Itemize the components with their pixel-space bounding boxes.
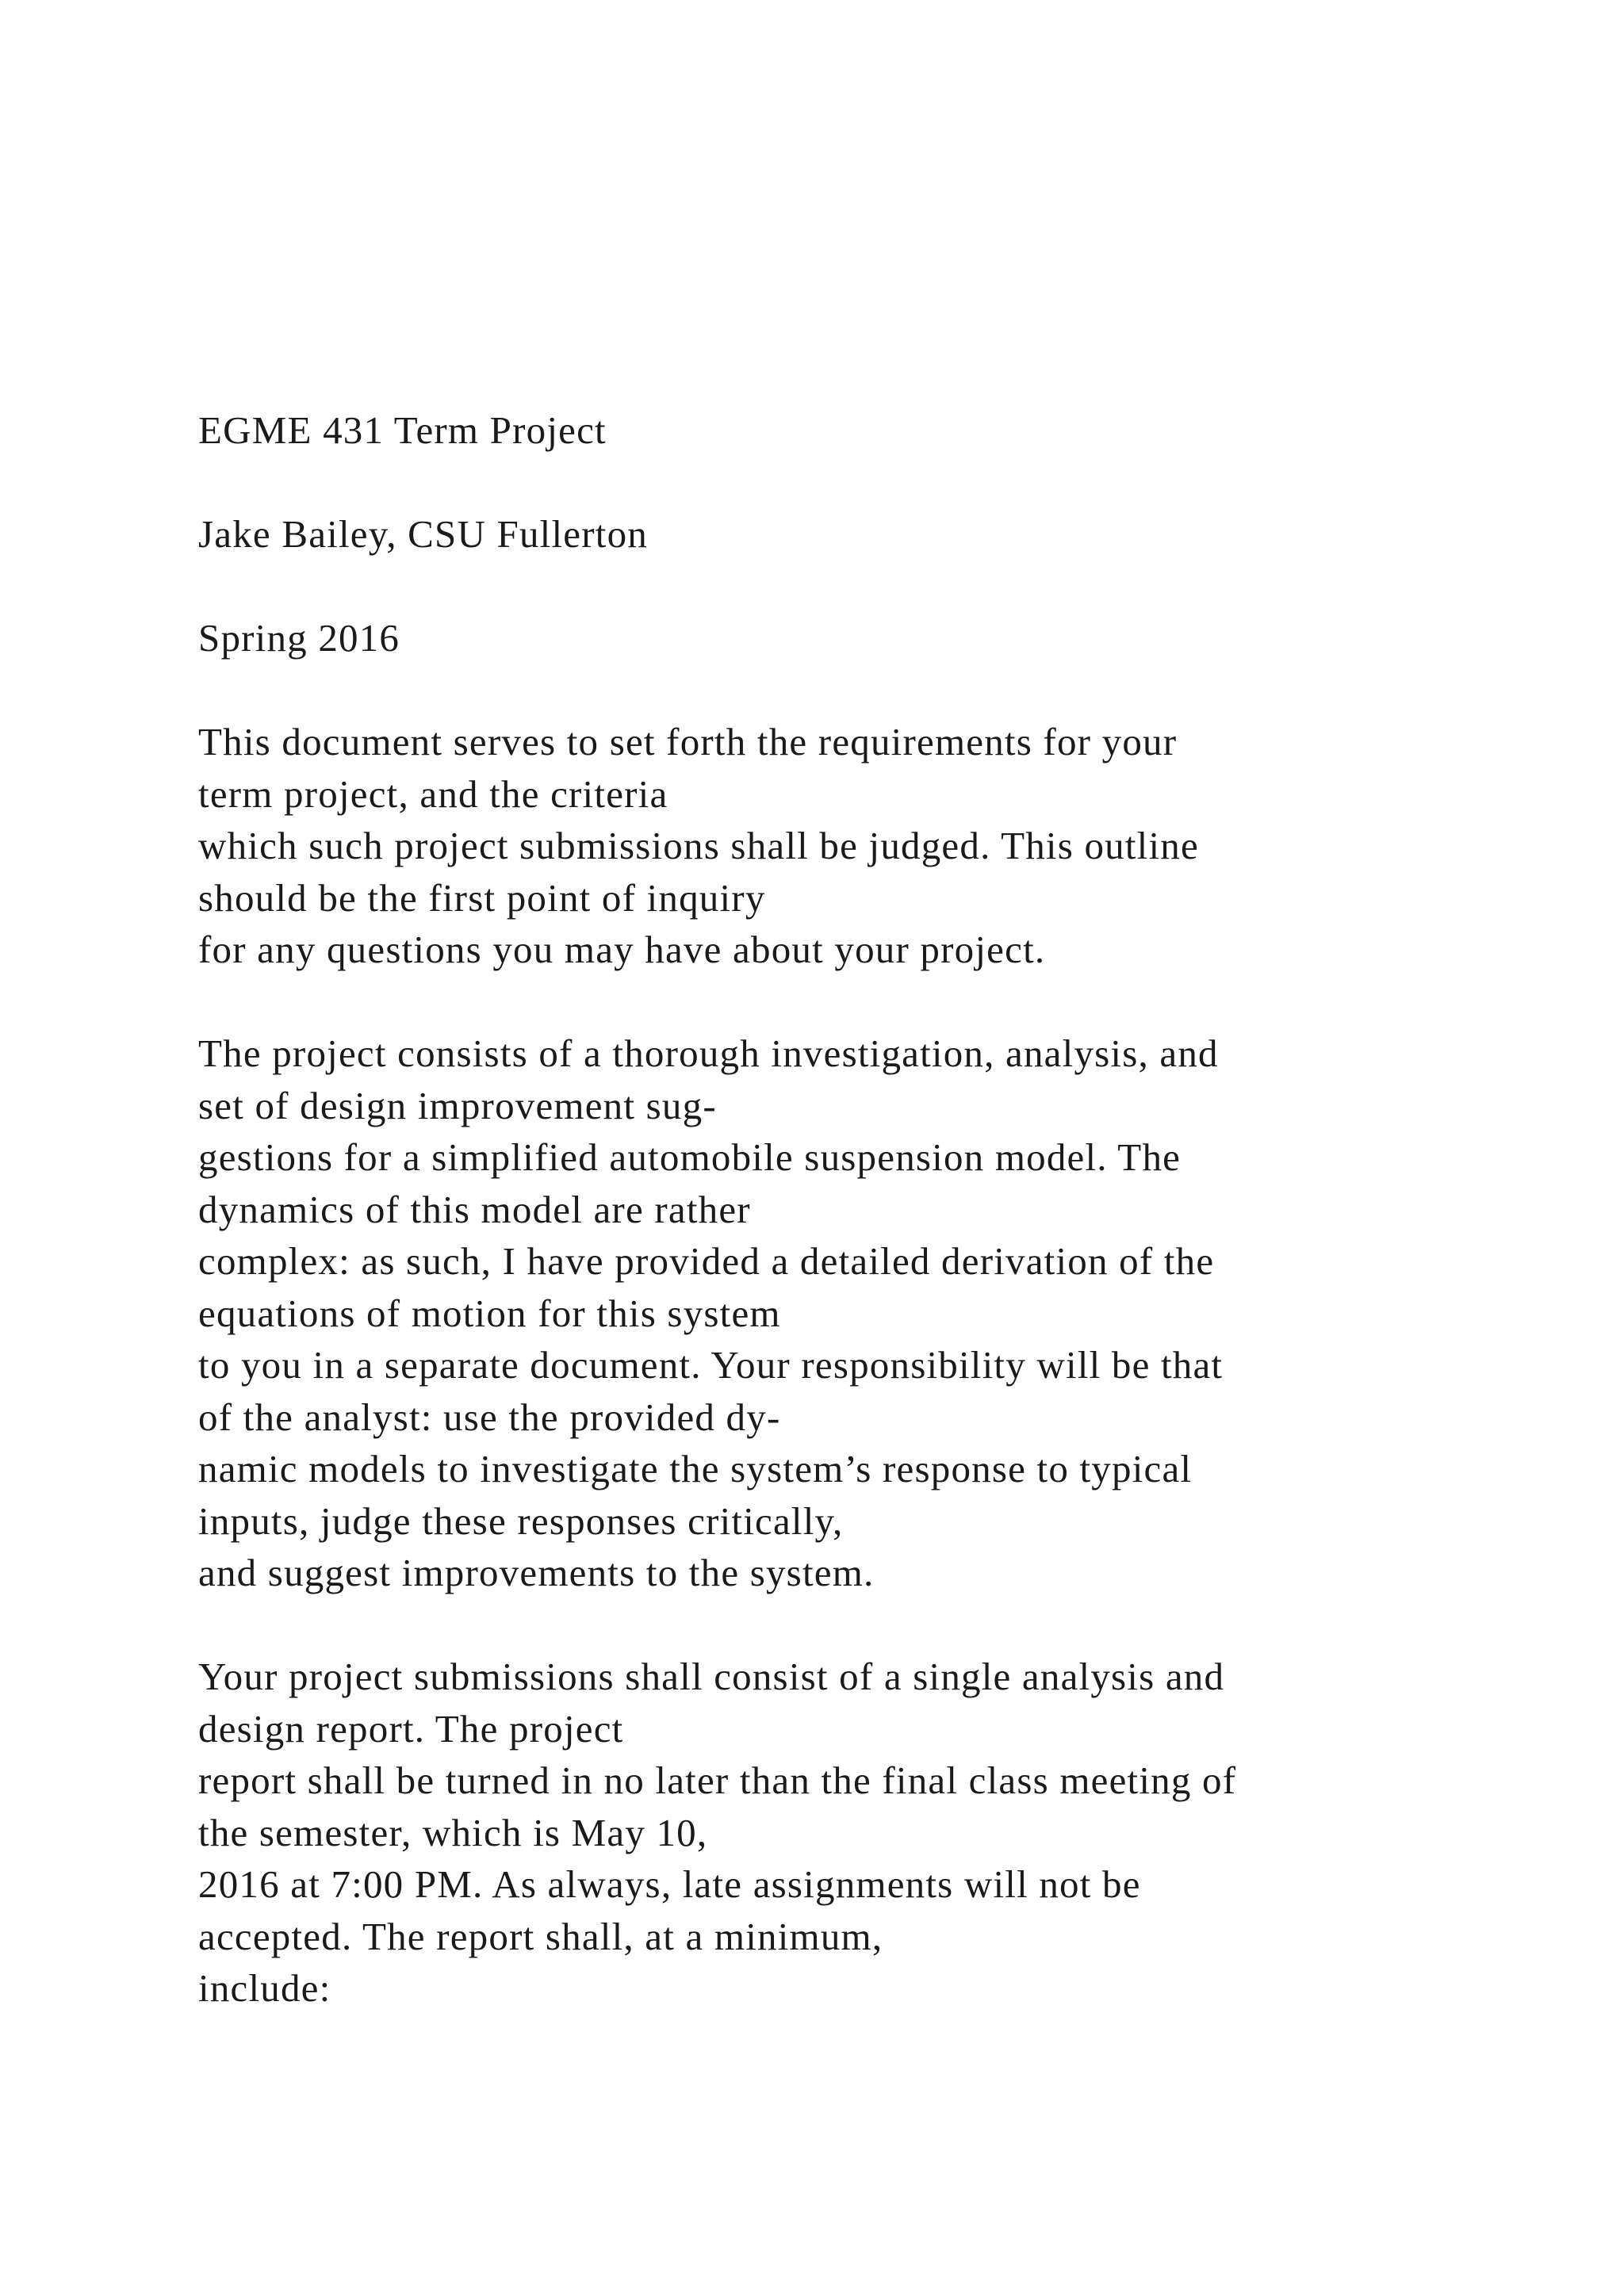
- paragraph-line: should be the first point of inquiry: [198, 875, 766, 920]
- paragraph-line: The project consists of a thorough investigation, analysis, and: [198, 1031, 1219, 1075]
- spacer: [198, 664, 1546, 717]
- paragraph-line: dynamics of this model are rather: [198, 1187, 751, 1231]
- paragraph-line: and suggest improvements to the system.: [198, 1551, 875, 1594]
- paragraph-line: Your project submissions shall consist of a single analysis and: [198, 1655, 1225, 1698]
- paragraph-line: of the analyst: use the provided dy-: [198, 1395, 781, 1439]
- spacer: [198, 1599, 1546, 1651]
- paragraph-project: [198, 1027, 1546, 1599]
- paragraph-line: design report. The project: [198, 1706, 624, 1751]
- document-author: Jake Bailey, CSU Fullerton: [198, 512, 648, 556]
- paragraph-line: include:: [198, 1966, 331, 2010]
- paragraph-line: accepted. The report shall, at a minimum,: [198, 1914, 883, 1958]
- document-term: Spring 2016: [198, 616, 400, 660]
- paragraph-line: namic models to investigate the system’s response to typical: [198, 1447, 1193, 1490]
- paragraph-submission: [198, 1651, 1546, 2015]
- paragraph-line: the semester, which is May 10,: [198, 1810, 708, 1854]
- paragraph-line: for any questions you may have about your project.: [198, 928, 1046, 971]
- document-title: EGME 431 Term Project: [198, 408, 607, 452]
- spacer: [198, 457, 1546, 509]
- paragraph-line: term project, and the criteria: [198, 771, 668, 816]
- paragraph-line: set of design improvement sug-: [198, 1083, 717, 1127]
- paragraph-line: complex: as such, I have provided a detailed derivation of the: [198, 1239, 1215, 1283]
- paragraph-line: inputs, judge these responses critically,: [198, 1498, 844, 1543]
- paragraph-line: 2016 at 7:00 PM. As always, late assignments will not be: [198, 1862, 1141, 1906]
- spacer: [198, 976, 1546, 1028]
- document-body: [198, 404, 1546, 2015]
- paragraph-line: report shall be turned in no later than the final class meeting of: [198, 1758, 1237, 1802]
- paragraph-line: which such project submissions shall be judged. This outline: [198, 824, 1199, 867]
- paragraph-line: equations of motion for this system: [198, 1291, 781, 1335]
- paragraph-line: This document serves to set forth the requirements for your: [198, 720, 1178, 763]
- paragraph-line: gestions for a simplified automobile suspension model. The: [198, 1135, 1182, 1179]
- paragraph-line: to you in a separate document. Your responsibility will be that: [198, 1343, 1224, 1387]
- spacer: [198, 561, 1546, 613]
- paragraph-intro: [198, 716, 1546, 976]
